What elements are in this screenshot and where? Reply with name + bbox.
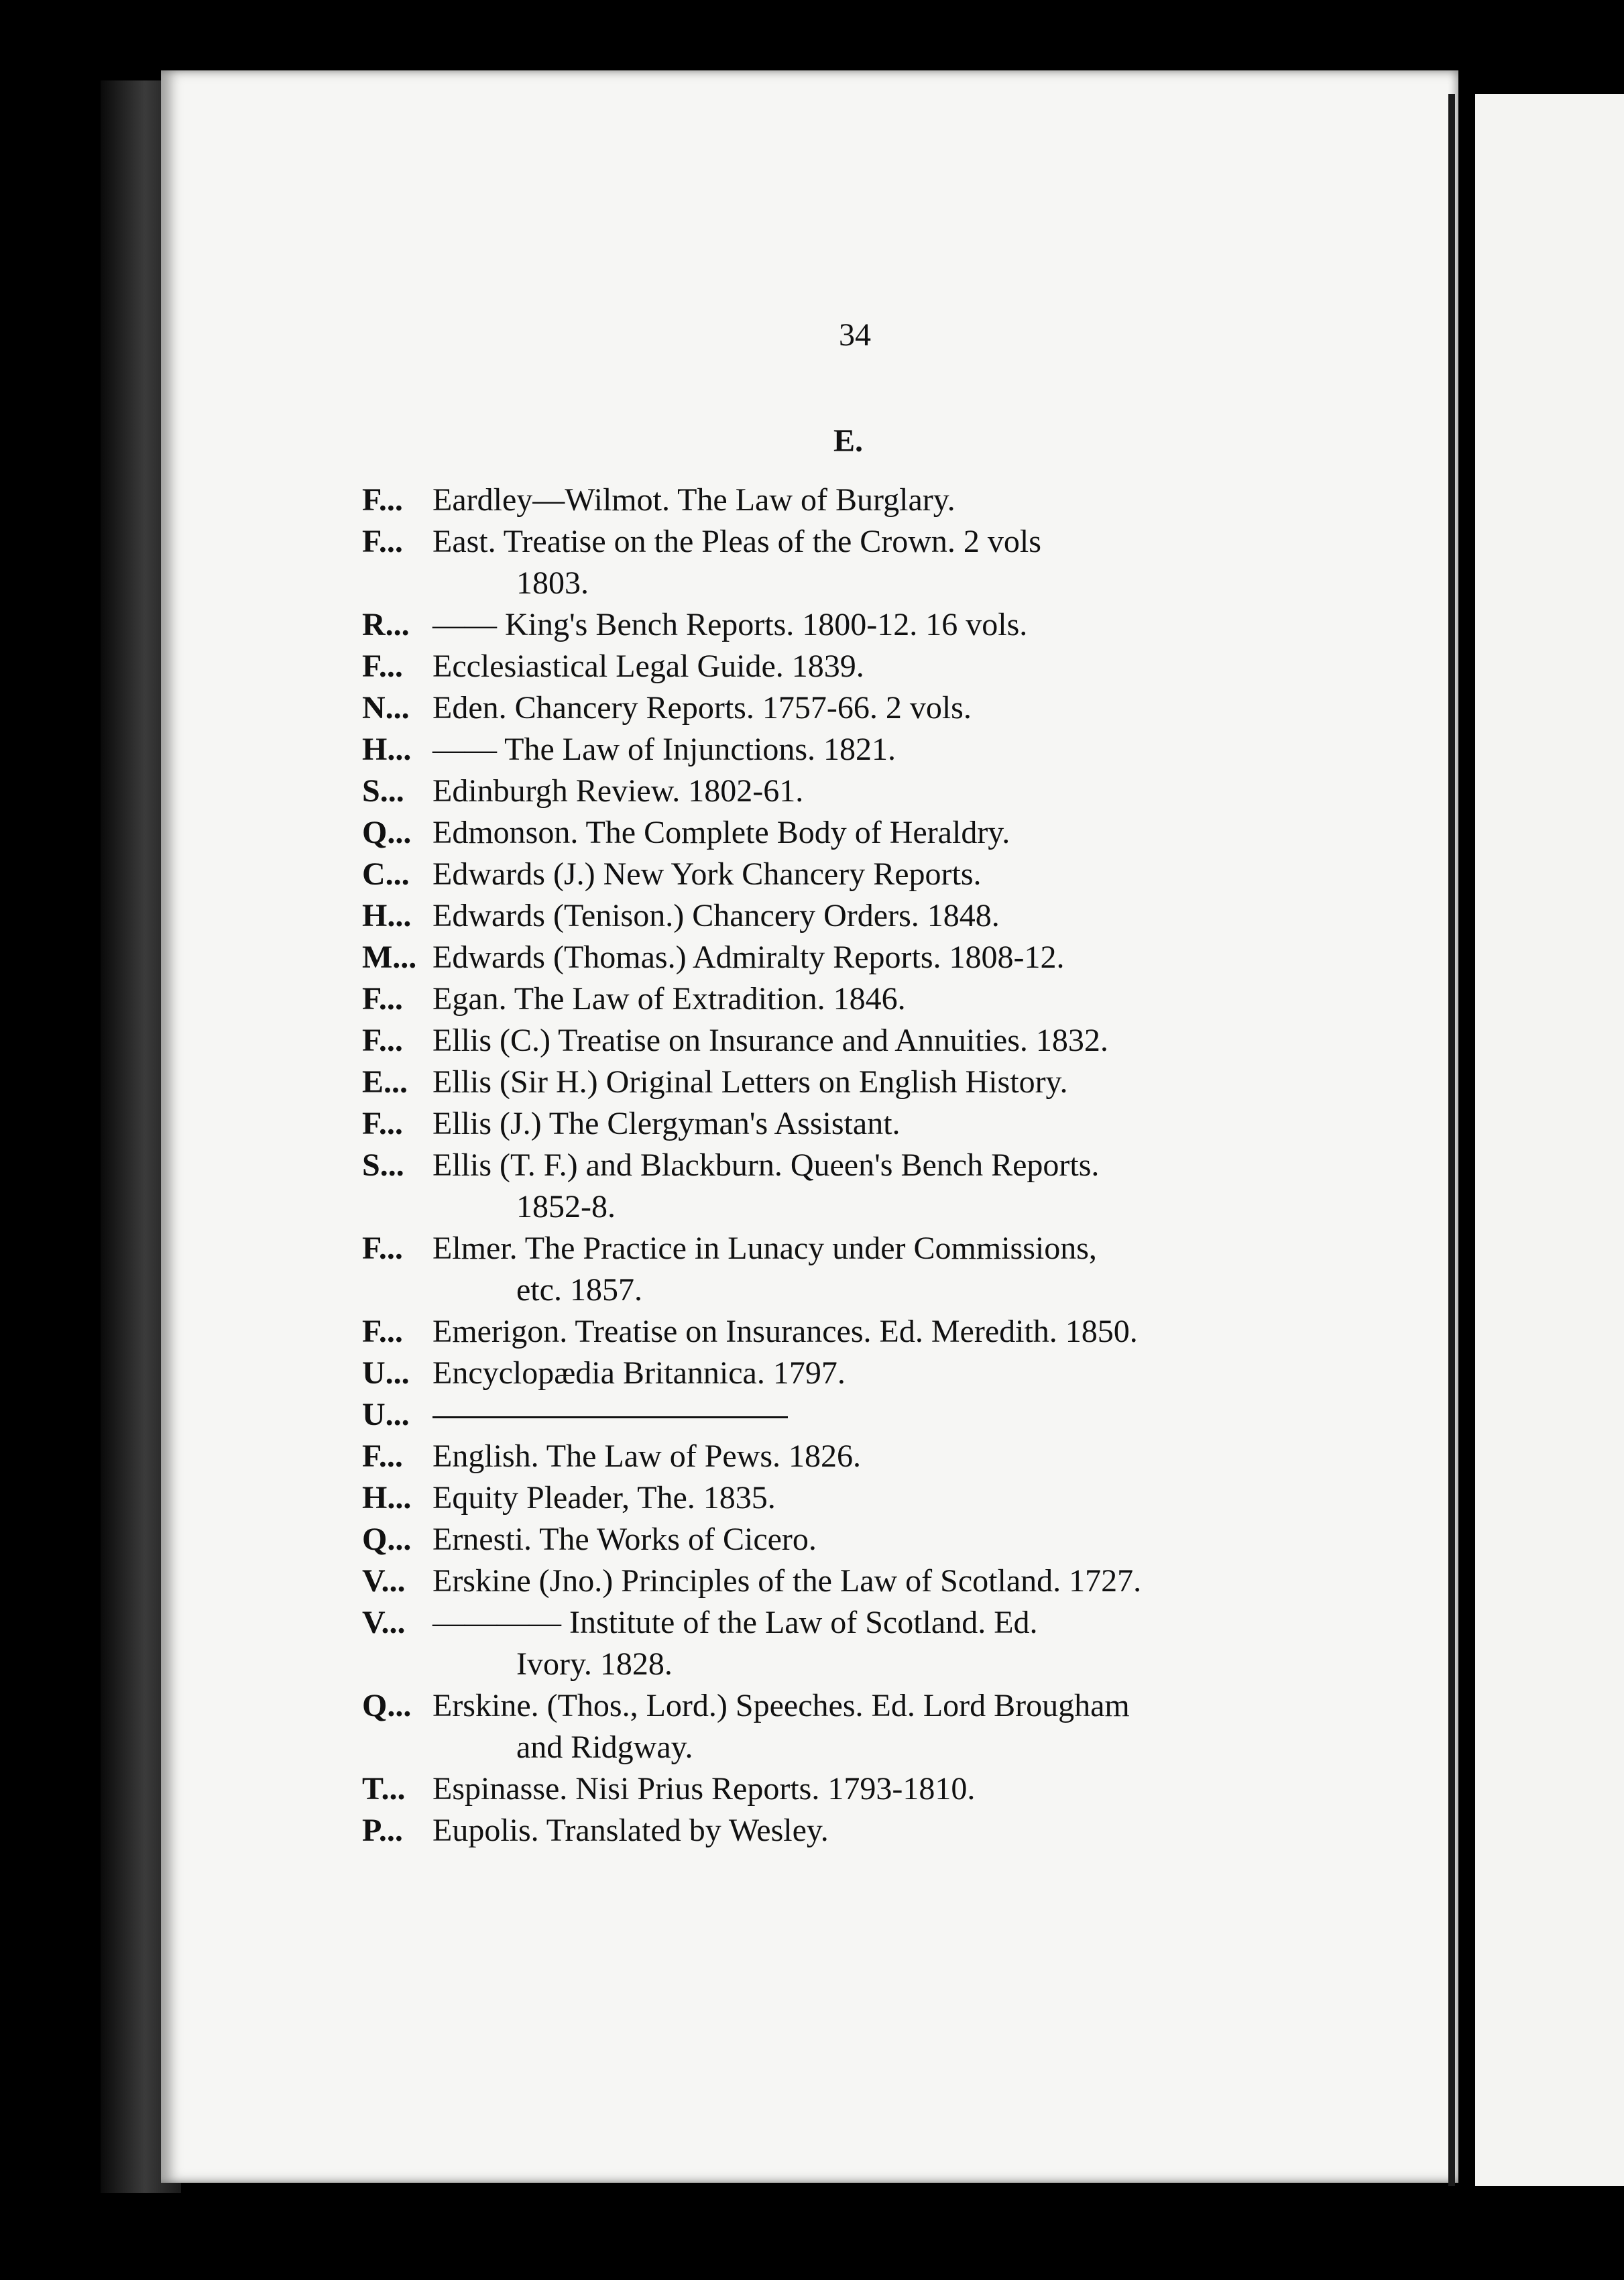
shelf-code: N... <box>362 690 410 726</box>
entry-text: Ellis (Sir H.) Original Letters on English History. <box>432 1064 1068 1100</box>
catalogue-entry <box>362 1228 1321 1311</box>
entry-text: Eden. Chancery Reports. 1757-66. 2 vols. <box>432 690 972 726</box>
catalogue-entry <box>362 479 1321 521</box>
catalogue-entry <box>362 1560 1321 1602</box>
entry-continuation: etc. 1857. <box>516 1272 642 1308</box>
shelf-code: U... <box>362 1397 410 1432</box>
catalogue-entry <box>362 854 1321 895</box>
shelf-code: F... <box>362 1106 403 1141</box>
shelf-code: Q... <box>362 815 412 850</box>
entry-text: —— The Law of Injunctions. 1821. <box>432 732 896 767</box>
catalogue-entry <box>362 895 1321 937</box>
catalogue-entry <box>362 1353 1321 1394</box>
catalogue-entry <box>362 1768 1321 1810</box>
catalogue-entry <box>362 1062 1321 1103</box>
shelf-code: H... <box>362 898 412 933</box>
shelf-code: Q... <box>362 1522 412 1557</box>
shelf-code: F... <box>362 648 403 684</box>
entry-text: Eardley—Wilmot. The Law of Burglary. <box>432 482 955 518</box>
entry-continuation: Ivory. 1828. <box>516 1646 673 1682</box>
catalogue-entry <box>362 1477 1321 1519</box>
shelf-code: V... <box>362 1563 406 1599</box>
catalogue-entry <box>362 1145 1321 1228</box>
shelf-code: S... <box>362 773 404 809</box>
catalogue-entry <box>362 1436 1321 1477</box>
shelf-code: H... <box>362 1480 412 1516</box>
entry-text: Ellis (J.) The Clergyman's Assistant. <box>432 1106 901 1141</box>
shelf-code: C... <box>362 856 410 892</box>
shelf-code: M... <box>362 939 417 975</box>
catalogue-entry <box>362 812 1321 854</box>
page-gutter <box>1448 94 1455 2186</box>
shelf-code: V... <box>362 1605 406 1640</box>
catalogue-entry <box>362 978 1321 1020</box>
catalogue-entry <box>362 1685 1321 1768</box>
catalogue-entry <box>362 1810 1321 1851</box>
shelf-code: F... <box>362 1231 403 1266</box>
section-heading: E. <box>833 423 863 459</box>
entry-text: Ellis (C.) Treatise on Insurance and Annuities. 1832. <box>432 1023 1108 1058</box>
entry-text: Erskine. (Thos., Lord.) Speeches. Ed. Lord Brougham <box>432 1688 1130 1723</box>
shelf-code: Q... <box>362 1688 412 1723</box>
entry-continuation: and Ridgway. <box>516 1729 693 1765</box>
entry-text: Erskine (Jno.) Principles of the Law of Scotland. 1727. <box>432 1563 1142 1599</box>
entry-text: Espinasse. Nisi Prius Reports. 1793-1810. <box>432 1771 976 1807</box>
catalogue-entry <box>362 1394 1321 1436</box>
shelf-code: E... <box>362 1064 408 1100</box>
catalogue-entry <box>362 521 1321 604</box>
shelf-code: S... <box>362 1147 404 1183</box>
catalogue-entry <box>362 1020 1321 1062</box>
shelf-code: F... <box>362 1438 403 1474</box>
shelf-code: F... <box>362 1023 403 1058</box>
catalogue-entry <box>362 687 1321 729</box>
shelf-code: R... <box>362 607 410 642</box>
catalogue-entry <box>362 1602 1321 1685</box>
page-number: 34 <box>839 317 871 353</box>
entry-continuation: 1803. <box>516 565 589 601</box>
entry-text: Ernesti. The Works of Cicero. <box>432 1522 817 1557</box>
entry-text: Edmonson. The Complete Body of Heraldry. <box>432 815 1010 850</box>
ditto-rule <box>432 1416 788 1418</box>
entry-text: Edinburgh Review. 1802-61. <box>432 773 804 809</box>
entry-text: English. The Law of Pews. 1826. <box>432 1438 862 1474</box>
catalogue-entry <box>362 937 1321 978</box>
catalogue-entry <box>362 604 1321 646</box>
shelf-code: U... <box>362 1355 410 1391</box>
entry-text: Edwards (Tenison.) Chancery Orders. 1848. <box>432 898 1000 933</box>
shelf-code: H... <box>362 732 412 767</box>
facing-page-edge <box>1475 94 1624 2186</box>
entry-continuation: 1852-8. <box>516 1189 616 1224</box>
catalogue-entry <box>362 1519 1321 1560</box>
shelf-code: F... <box>362 524 403 559</box>
catalogue-entry <box>362 1103 1321 1145</box>
entry-text: ———— Institute of the Law of Scotland. Ed. <box>432 1605 1038 1640</box>
catalogue-entry <box>362 1311 1321 1353</box>
shelf-code: F... <box>362 482 403 518</box>
catalogue-entry <box>362 771 1321 812</box>
entry-text: Edwards (J.) New York Chancery Reports. <box>432 856 982 892</box>
entry-text: Emerigon. Treatise on Insurances. Ed. Meredith. 1850. <box>432 1314 1138 1349</box>
entry-text: Equity Pleader, The. 1835. <box>432 1480 776 1516</box>
entry-text: Edwards (Thomas.) Admiralty Reports. 1808-12. <box>432 939 1065 975</box>
shelf-code: T... <box>362 1771 406 1807</box>
shelf-code: P... <box>362 1813 403 1848</box>
shelf-code: F... <box>362 981 403 1017</box>
entry-text: East. Treatise on the Pleas of the Crown. 2 vols <box>432 524 1041 559</box>
entry-text: Ecclesiastical Legal Guide. 1839. <box>432 648 864 684</box>
catalogue-entries <box>362 479 1321 1851</box>
entry-text: Egan. The Law of Extradition. 1846. <box>432 981 906 1017</box>
entry-text: Eupolis. Translated by Wesley. <box>432 1813 829 1848</box>
entry-text: Elmer. The Practice in Lunacy under Commissions, <box>432 1231 1097 1266</box>
entry-text: —— King's Bench Reports. 1800-12. 16 vols. <box>432 607 1028 642</box>
entry-text: Encyclopædia Britannica. 1797. <box>432 1355 846 1391</box>
catalogue-entry <box>362 729 1321 771</box>
entry-text: Ellis (T. F.) and Blackburn. Queen's Bench Reports. <box>432 1147 1100 1183</box>
catalogue-entry <box>362 646 1321 687</box>
shelf-code: F... <box>362 1314 403 1349</box>
